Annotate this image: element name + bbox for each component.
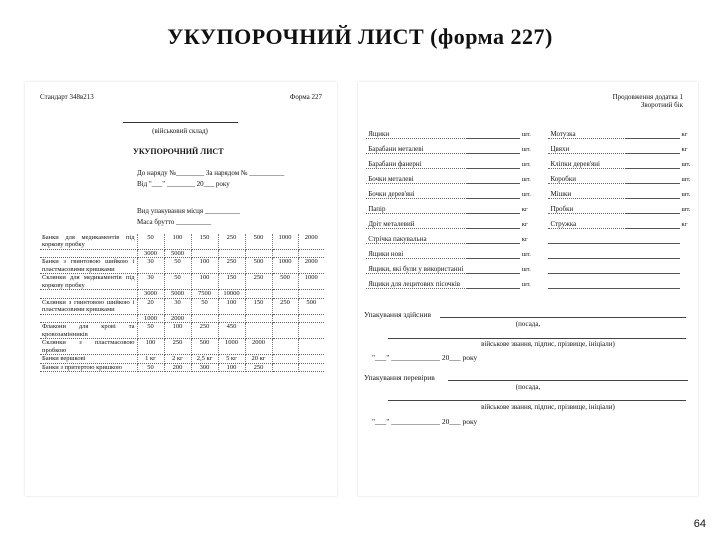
capacity-value: 1000 xyxy=(298,274,324,290)
quantity-line xyxy=(626,199,679,214)
quantity-line xyxy=(467,184,520,199)
capacity-value xyxy=(218,249,245,257)
capacity-value xyxy=(298,339,324,355)
capacity-value: 3000 xyxy=(137,290,164,298)
capacity-value: 2000 xyxy=(164,314,191,322)
capacity-value: 200 xyxy=(164,363,191,371)
spacer xyxy=(540,154,548,169)
material-name: Стрічка пакувальна xyxy=(366,229,466,244)
capacity-value: 250 xyxy=(245,274,272,290)
checked-by-label: Упакування перевірив xyxy=(364,373,435,382)
spacer xyxy=(358,274,366,289)
capacity-value xyxy=(272,290,298,298)
capacity-value: 100 xyxy=(218,298,245,314)
quantity-line xyxy=(626,259,679,274)
spacer xyxy=(540,214,548,229)
capacity-value xyxy=(298,314,324,322)
page-number: 64 xyxy=(693,518,706,530)
capacity-value: 500 xyxy=(272,274,298,290)
capacity-value: 20 кг xyxy=(245,355,272,363)
capacity-value: 100 xyxy=(218,363,245,371)
material-name: Кліпки дерев'яні xyxy=(548,154,626,169)
capacity-value: 10000 xyxy=(218,290,245,298)
capacity-value: 5 кг xyxy=(218,355,245,363)
capacity-value: 100 xyxy=(191,258,218,274)
blank-line xyxy=(548,274,626,289)
spacer xyxy=(358,124,366,139)
slide-title: УКУПОРОЧНИЙ ЛИСТ (форма 227) xyxy=(167,24,553,49)
capacity-value: 50 xyxy=(137,363,164,371)
quantity-line xyxy=(467,274,520,289)
capacity-value: 150 xyxy=(218,274,245,290)
unit-label: кг xyxy=(681,131,688,139)
quantity-line xyxy=(626,274,679,289)
capacity-value xyxy=(298,249,324,257)
quantity-line xyxy=(467,229,520,244)
unit-label: шт. xyxy=(681,191,691,199)
capacity-value: 100 xyxy=(137,339,164,355)
spacer xyxy=(358,184,366,199)
capacity-value xyxy=(298,323,324,339)
quantity-line xyxy=(467,214,520,229)
unit-label xyxy=(680,244,698,259)
capacity-value xyxy=(272,355,298,363)
unit-label: кг xyxy=(681,221,688,229)
capacity-value: 500 xyxy=(245,258,272,274)
form-number-label: Форма 227 xyxy=(289,93,322,101)
order-reference-line: До наряду №________ За нарядом № __________ xyxy=(137,169,285,177)
capacity-value xyxy=(245,249,272,257)
unit-caption: (військовий склад) xyxy=(152,127,208,135)
capacity-value xyxy=(298,290,324,298)
unit-line xyxy=(123,122,238,123)
right-form-page xyxy=(358,82,698,496)
quantity-line xyxy=(626,139,679,154)
capacity-value: 500 xyxy=(245,234,272,249)
quantity-line xyxy=(626,214,679,229)
checked-position-caption: (посада, xyxy=(515,383,541,391)
quantity-line xyxy=(467,124,520,139)
container-name: Банки вершкові xyxy=(40,355,137,363)
capacity-value: 2000 xyxy=(298,258,324,274)
spacer xyxy=(358,259,366,274)
spacer xyxy=(358,169,366,184)
capacity-value xyxy=(245,290,272,298)
unit-label: кг xyxy=(521,206,528,214)
capacity-value xyxy=(218,314,245,322)
container-name: Флакони для крові та кровозамінників xyxy=(40,323,137,339)
capacity-value: 300 xyxy=(191,363,218,371)
capacity-value: 30 xyxy=(137,258,164,274)
checked-date-line: "___" _____________ 20___ року xyxy=(372,417,478,426)
table-row xyxy=(358,154,698,169)
capacity-value xyxy=(272,249,298,257)
capacity-value xyxy=(245,323,272,339)
package-type-label: Вид упакування місця __________ xyxy=(137,207,240,215)
capacity-value xyxy=(191,249,218,257)
capacity-value: 5000 xyxy=(164,249,191,257)
unit-label: шт. xyxy=(681,206,691,214)
standard-label: Стандарт 348в213 xyxy=(40,93,94,101)
table-row xyxy=(40,355,324,363)
spacer xyxy=(358,229,366,244)
material-name: Барабани фанерні xyxy=(366,154,466,169)
container-name xyxy=(40,290,137,298)
spacer xyxy=(540,259,548,274)
capacity-value xyxy=(245,314,272,322)
unit-label: шт. xyxy=(521,161,531,169)
material-name: Ящики нові xyxy=(366,244,466,259)
table-row xyxy=(40,339,324,355)
quantity-line xyxy=(467,259,520,274)
spacer xyxy=(540,244,548,259)
material-name: Стружка xyxy=(548,214,626,229)
packed-rank-line xyxy=(388,338,686,339)
unit-label: кг xyxy=(681,146,688,154)
material-name: Мішки xyxy=(548,184,626,199)
capacity-value: 150 xyxy=(245,298,272,314)
table-row xyxy=(40,274,324,290)
capacity-value: 3000 xyxy=(137,249,164,257)
capacity-value: 7500 xyxy=(191,290,218,298)
capacity-value: 2000 xyxy=(298,234,324,249)
unit-label: кг xyxy=(521,221,528,229)
capacity-value: 2 кг xyxy=(164,355,191,363)
checked-by-line xyxy=(448,380,688,381)
packed-rank-caption: військове звання, підпис, прізвище, ініціали) xyxy=(481,340,615,348)
capacity-value: 50 xyxy=(164,274,191,290)
packed-by-label: Упакування здійснив xyxy=(364,310,432,319)
table-row xyxy=(40,249,324,257)
material-name: Пробки xyxy=(548,199,626,214)
spacer xyxy=(540,184,548,199)
table-row xyxy=(40,258,324,274)
quantity-line xyxy=(467,154,520,169)
capacity-value: 500 xyxy=(191,339,218,355)
capacity-value: 1000 xyxy=(218,339,245,355)
table-row xyxy=(40,363,324,371)
blank-line xyxy=(548,259,626,274)
material-name: Мотузка xyxy=(548,124,626,139)
quantity-line xyxy=(626,169,679,184)
capacity-value: 250 xyxy=(191,323,218,339)
container-name: Склянки для медикаментів під коркову пробку xyxy=(40,274,137,290)
capacity-value: 2,5 кг xyxy=(191,355,218,363)
unit-label: кг xyxy=(521,236,528,244)
material-name: Коробки xyxy=(548,169,626,184)
unit-label: шт. xyxy=(521,251,531,259)
unit-label: шт. xyxy=(521,266,531,274)
document-title: УКУПОРОЧНИЙ ЛИСТ xyxy=(133,147,224,156)
checked-rank-caption: військове звання, підпис, прізвище, ініціали) xyxy=(481,403,615,411)
capacity-value: 1000 xyxy=(272,258,298,274)
capacity-value xyxy=(298,363,324,371)
capacity-value: 100 xyxy=(164,323,191,339)
capacity-value xyxy=(272,314,298,322)
container-name xyxy=(40,249,137,257)
left-form-page xyxy=(25,82,337,496)
table-row xyxy=(40,298,324,314)
capacity-value: 450 xyxy=(218,323,245,339)
gross-weight-label: Маса брутто __________ xyxy=(137,218,212,226)
capacity-value: 50 xyxy=(137,234,164,249)
capacity-value: 250 xyxy=(218,258,245,274)
packed-date-line: "___" _____________ 20___ року xyxy=(372,353,478,362)
blank-line xyxy=(548,229,626,244)
container-name: Склянки з пластмасовою пробкою xyxy=(40,339,137,355)
table-row xyxy=(358,259,698,274)
quantity-line xyxy=(467,199,520,214)
material-name: Бочки дерев'яні xyxy=(366,184,466,199)
blank-line xyxy=(548,244,626,259)
spacer xyxy=(540,229,548,244)
order-date-line: Від "___" ________ 20___ року xyxy=(137,180,230,188)
material-name: Ящики для лецитових пісочків xyxy=(366,274,466,289)
capacity-value: 5000 xyxy=(164,290,191,298)
capacity-value: 100 xyxy=(164,234,191,249)
material-name: Дріт металевий xyxy=(366,214,466,229)
table-row xyxy=(358,169,698,184)
spacer xyxy=(358,199,366,214)
spacer xyxy=(358,139,366,154)
container-name: Банки для медикаментів під коркову пробку xyxy=(40,234,137,249)
unit-label xyxy=(680,274,698,289)
table-row xyxy=(40,314,324,322)
spacer xyxy=(540,169,548,184)
capacity-value: 250 xyxy=(164,339,191,355)
quantity-line xyxy=(467,244,520,259)
capacity-value xyxy=(272,339,298,355)
quantity-line xyxy=(467,139,520,154)
table-row xyxy=(358,214,698,229)
capacity-value xyxy=(272,363,298,371)
capacity-value: 1000 xyxy=(137,314,164,322)
capacity-value: 20 xyxy=(137,298,164,314)
capacity-value: 2000 xyxy=(245,339,272,355)
spacer xyxy=(358,244,366,259)
unit-label: шт. xyxy=(521,176,531,184)
table-row xyxy=(358,184,698,199)
capacity-value: 50 xyxy=(164,258,191,274)
table-row xyxy=(358,139,698,154)
unit-label: шт. xyxy=(681,176,691,184)
table-row xyxy=(40,290,324,298)
material-name: Папір xyxy=(366,199,466,214)
capacity-value xyxy=(272,323,298,339)
unit-label: шт. xyxy=(521,191,531,199)
quantity-line xyxy=(467,169,520,184)
spacer xyxy=(540,139,548,154)
capacity-value: 250 xyxy=(272,298,298,314)
unit-label: шт. xyxy=(681,161,691,169)
material-name: Бочки металеві xyxy=(366,169,466,184)
capacity-value: 250 xyxy=(218,234,245,249)
spacer xyxy=(540,274,548,289)
capacity-value: 1 кг xyxy=(137,355,164,363)
checked-rank-line xyxy=(388,400,686,401)
unit-label xyxy=(680,259,698,274)
container-name xyxy=(40,314,137,322)
packed-position-caption: (посада, xyxy=(515,320,541,328)
capacity-value: 250 xyxy=(245,363,272,371)
quantity-line xyxy=(626,124,679,139)
spacer xyxy=(540,199,548,214)
capacity-value xyxy=(191,314,218,322)
spacer xyxy=(358,154,366,169)
packaging-materials-table xyxy=(358,124,698,289)
table-row xyxy=(358,124,698,139)
unit-label: шт. xyxy=(521,131,531,139)
container-name: Банки з притертою кришкою xyxy=(40,363,137,371)
capacity-value: 500 xyxy=(298,298,324,314)
container-name: Склянки з гвинтовою шийкою і пластмасовими кришками xyxy=(40,298,137,314)
capacity-value: 30 xyxy=(137,274,164,290)
capacity-value xyxy=(298,355,324,363)
capacity-value: 50 xyxy=(137,323,164,339)
table-row xyxy=(40,323,324,339)
material-name: Цвяхи xyxy=(548,139,626,154)
quantity-line xyxy=(626,184,679,199)
quantity-line xyxy=(626,154,679,169)
table-row xyxy=(358,199,698,214)
table-row xyxy=(358,244,698,259)
unit-label: шт. xyxy=(521,146,531,154)
container-name: Банки з гвинтовою шийкою і пластмасовими кришками xyxy=(40,258,137,274)
capacity-value: 150 xyxy=(191,234,218,249)
quantity-line xyxy=(626,229,679,244)
capacity-value: 30 xyxy=(164,298,191,314)
table-row xyxy=(40,234,324,249)
table-row xyxy=(358,274,698,289)
capacity-value: 1000 xyxy=(272,234,298,249)
material-name: Барабани металеві xyxy=(366,139,466,154)
unit-label: шт. xyxy=(521,281,531,289)
spacer xyxy=(540,124,548,139)
packed-by-line xyxy=(440,317,686,318)
containers-table xyxy=(40,234,324,372)
continuation-label: Продовження додатка 1 Зворотний бік xyxy=(612,93,683,109)
material-name: Ящики xyxy=(366,124,466,139)
table-row xyxy=(358,229,698,244)
unit-label xyxy=(680,229,698,244)
capacity-value: 50 xyxy=(191,298,218,314)
capacity-value: 100 xyxy=(191,274,218,290)
quantity-line xyxy=(626,244,679,259)
spacer xyxy=(358,214,366,229)
material-name: Ящики, які були у використанні xyxy=(366,259,466,274)
